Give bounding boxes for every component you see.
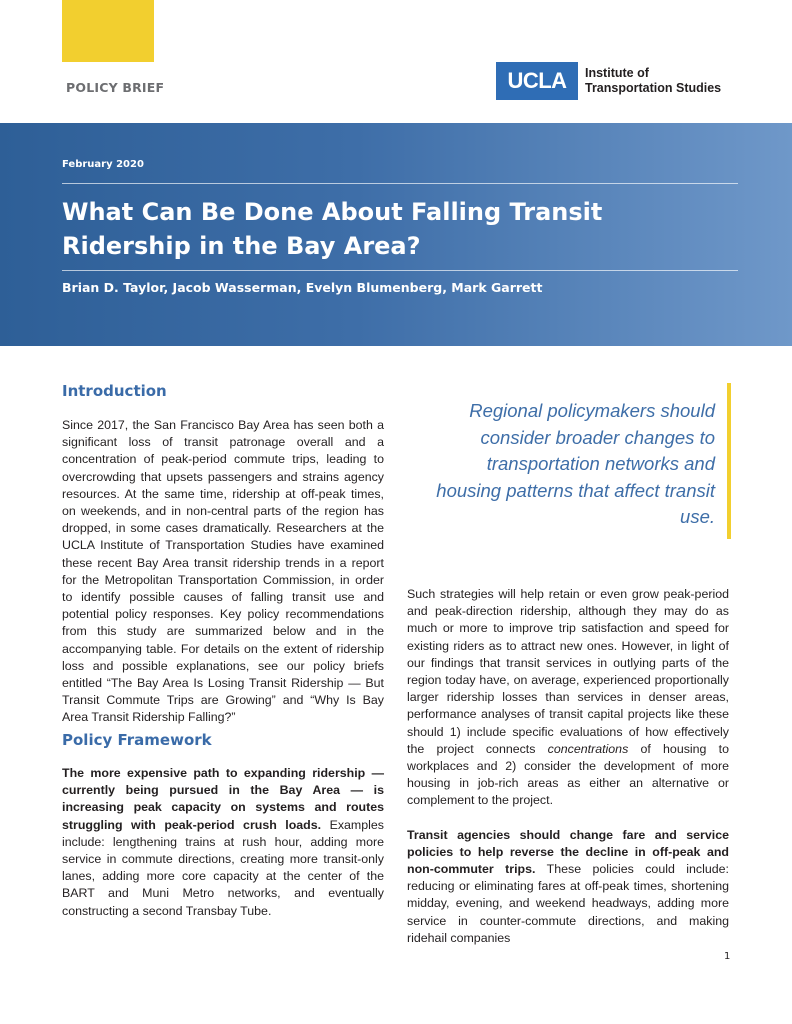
right-paragraph-2-rest: These policies could include: reducing or eliminating fares at off-peak times, shortening midday, evening, and weekend headways, adding more service in counter-commute directions, and making ridehail companies [407, 862, 729, 945]
right-paragraph-1-emphasis: concentrations [547, 741, 629, 756]
right-paragraph-2-lead: Transit agencies should change fare and service policies to help reverse the decline in off-peak and non-commuter trips. [407, 827, 729, 877]
title-line-1: What Can Be Done About Falling Transit [62, 198, 603, 226]
page-number: 1 [724, 951, 731, 962]
policy-framework-lead: The more expensive path to expanding ridership — currently being pursued in the Bay Area — is increasing peak capacity on systems and routes struggling with peak-period crush loads. [62, 766, 384, 832]
institute-name-line2: Transportation Studies [585, 81, 722, 95]
policy-framework-body [62, 765, 384, 920]
document-title [62, 195, 682, 263]
pull-quote: Regional policymakers should consider broader changes to transportation networks and housing patterns that affect transit use. [436, 400, 715, 527]
banner-rule-top [62, 183, 738, 184]
introduction-heading: Introduction [62, 382, 167, 400]
banner-rule-bottom [62, 270, 738, 271]
document-type-label: POLICY BRIEF [66, 80, 165, 95]
publication-date: February 2020 [62, 159, 144, 170]
right-paragraph-1 [407, 586, 729, 810]
policy-framework-rest: Examples include: lengthening trains at rush hour, adding more service in commute directions, creating more transit-only lanes, adding more core capacity at the center of the BART and Muni Metro networks, and eventually constructing a second Transbay Tube. [62, 817, 384, 918]
title-line-2: Ridership in the Bay Area? [62, 232, 421, 260]
policy-framework-paragraph [62, 765, 384, 920]
introduction-paragraph: Since 2017, the San Francisco Bay Area has seen both a significant loss of transit patronage overall and a concentration of peak-period commute trips, leading to overcrowding that upsets passengers and strains agency resources. At the same time, ridership at off-peak times, on weekends, and in non-central parts of the region has dropped, in some cases dramatically. Researchers at the UCLA Institute of Transportation Studies have examined these recent Bay Area transit ridership trends in a report for the Metropolitan Transportation Commission, in order to identify possible causes of falling transit use and potential policy responses. Key policy recommendations from this study are summarized below and in the accompanying table. For details on the extent of ridership loss and possible explanations, see our policy briefs entitled “The Bay Area Is Losing Transit Ridership — But Transit Commute Trips are Growing” and “Why Is Bay Area Transit Ridership Falling?” [62, 418, 384, 725]
pull-quote-bar [727, 383, 731, 539]
right-column-body [407, 586, 729, 947]
ucla-logo: UCLA [496, 62, 578, 100]
introduction-body [62, 417, 384, 727]
institute-name-line1: Institute of [585, 66, 649, 80]
institute-name [585, 66, 721, 96]
right-paragraph-1-part-b: of housing to workplaces and 2) consider the development of more housing in job-rich areas as either an alternative or complement to the project. [407, 741, 729, 808]
authors: Brian D. Taylor, Jacob Wasserman, Evelyn Blumenberg, Mark Garrett [62, 280, 543, 295]
right-paragraph-2 [407, 827, 729, 947]
right-paragraph-1-part-a: Such strategies will help retain or even grow peak-period and peak-direction ridership, although they may do as much or more to improve trip satisfaction and speed for existing riders as to attract new ones. However, in light of our findings that transit services in outlying parts of the region today have, on average, experienced proportionally larger ridership losses than services in denser areas, performance analyses of transit capital projects like these should 1) include specific evaluations of how effectively the project connects [407, 587, 729, 756]
yellow-accent-block [62, 0, 154, 62]
policy-framework-heading: Policy Framework [62, 731, 212, 749]
